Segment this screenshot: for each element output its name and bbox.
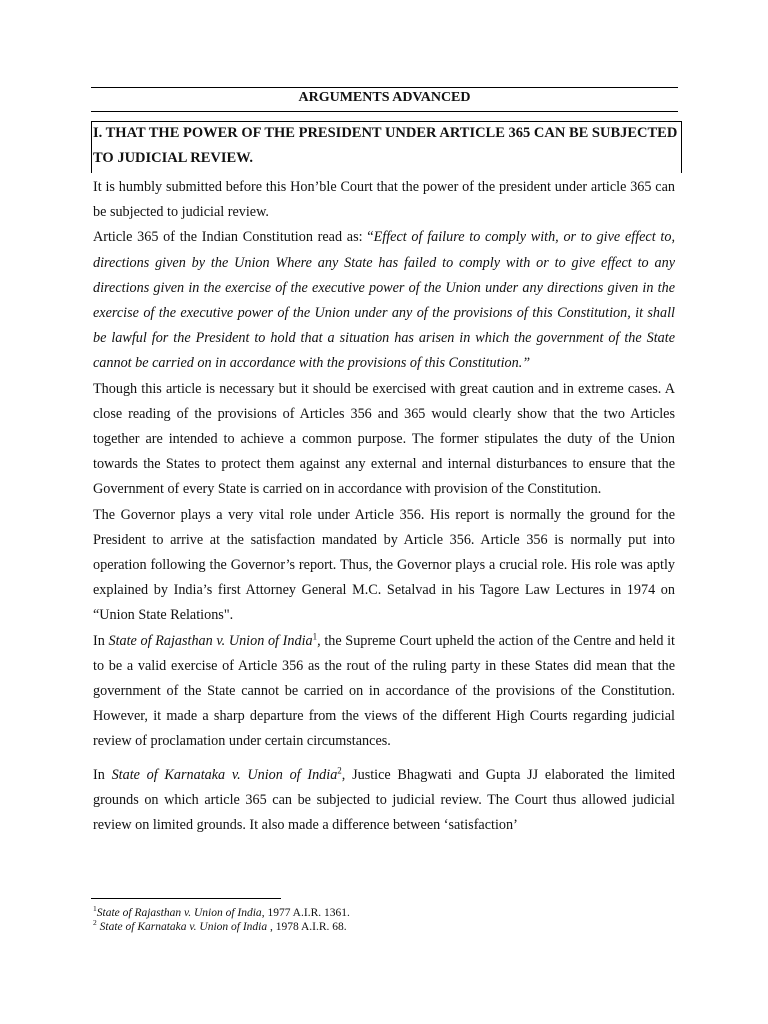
footnote-2	[93, 920, 673, 934]
body-text	[93, 175, 675, 838]
paragraph-6-lead: In	[93, 766, 112, 783]
footnotes	[93, 906, 673, 934]
case-name-karnataka: State of Karnataka v. Union of India	[111, 766, 338, 783]
paragraph-3: Though this article is necessary but it should be exercised with great caution and in extreme cases. A close reading of the provisions of Articles 356 and 365 would clearly show that the two Articles together are intended to achieve a common purpose. The former stipulates the duty of the Union towards the States to protect them against any external and internal disturbances to ensure that the Government of every State is carried on in accordance with provision of the Constitution.	[93, 380, 675, 498]
paragraph-5	[93, 629, 675, 755]
heading-underline	[91, 111, 678, 112]
footnote-case: State of Rajasthan v. Union of India	[96, 907, 262, 919]
paragraph-5-rest: , the Supreme Court upheld the action of the Centre and held it to be a valid exercise of Article 356 as the rout of the ruling party in these States did mean that the government of the State cannot be carried on in accordance of the provisions of the Constitution. However, it made a sharp departure from the views of the different High Courts regarding judicial review of proclamation under certain circumstances.	[93, 632, 675, 750]
top-rule	[91, 87, 678, 88]
case-name-rajasthan: State of Rajasthan v. Union of India	[108, 632, 313, 649]
paragraph-4: The Governor plays a very vital role under Article 356. His report is normally the ground for the President to arrive at the satisfaction mandated by Article 356. Article 356 is normally put into operation following the Governor’s report. Thus, the Governor plays a crucial role. His role was aptly explained by India’s first Attorney General M.C. Setalvad in his Tagore Law Lectures in 1974 on “Union State Relations".	[93, 506, 675, 624]
paragraph-6	[93, 763, 675, 839]
footnote-separator	[91, 898, 281, 899]
footnote-number: 1	[93, 904, 97, 914]
footnote-1	[93, 906, 673, 920]
footnote-citation: , 1978 A.I.R. 68.	[267, 921, 347, 933]
paragraph-5-lead: In	[93, 632, 109, 649]
section-heading: ARGUMENTS ADVANCED	[298, 90, 471, 105]
paragraph-1: It is humbly submitted before this Hon’ble Court that the power of the president under article 365 can be subjected to judicial review.	[93, 179, 675, 221]
paragraph-2	[93, 225, 675, 376]
footnote-ref-1[interactable]: 1	[312, 630, 318, 641]
paragraph-6-rest: , Justice Bhagwati and Gupta JJ elaborated the limited grounds on which article 365 can be subjected to judicial review. The Court thus allowed judicial review on limited grounds. It also made a difference between ‘satisfaction’	[93, 766, 675, 834]
footnote-case: State of Karnataka v. Union of India	[99, 921, 268, 933]
footnote-citation: , 1977 A.I.R. 1361.	[261, 907, 350, 919]
footnote-number: 2	[93, 918, 97, 928]
issue-title: I. THAT THE POWER OF THE PRESIDENT UNDER ARTICLE 365 CAN BE SUBJECTED TO JUDICIAL REVIEW.	[93, 125, 678, 166]
article-365-quote: Effect of failure to comply with, or to give effect to, directions given by the Union Where any State has failed to comply with or to give effect to any directions given in the exercise of the executive power of the Union under any directions given in the exercise of the executive power of the Union under any of the provisions of this Constitution, it shall be lawful for the President to hold that a situation has arisen in which the government of the State cannot be carried on in accordance with the provisions of this Constitution.”	[93, 229, 675, 372]
footnote-ref-2[interactable]: 2	[337, 764, 342, 775]
paragraph-2-intro: Article 365 of the Indian Constitution read as: “	[93, 229, 374, 246]
